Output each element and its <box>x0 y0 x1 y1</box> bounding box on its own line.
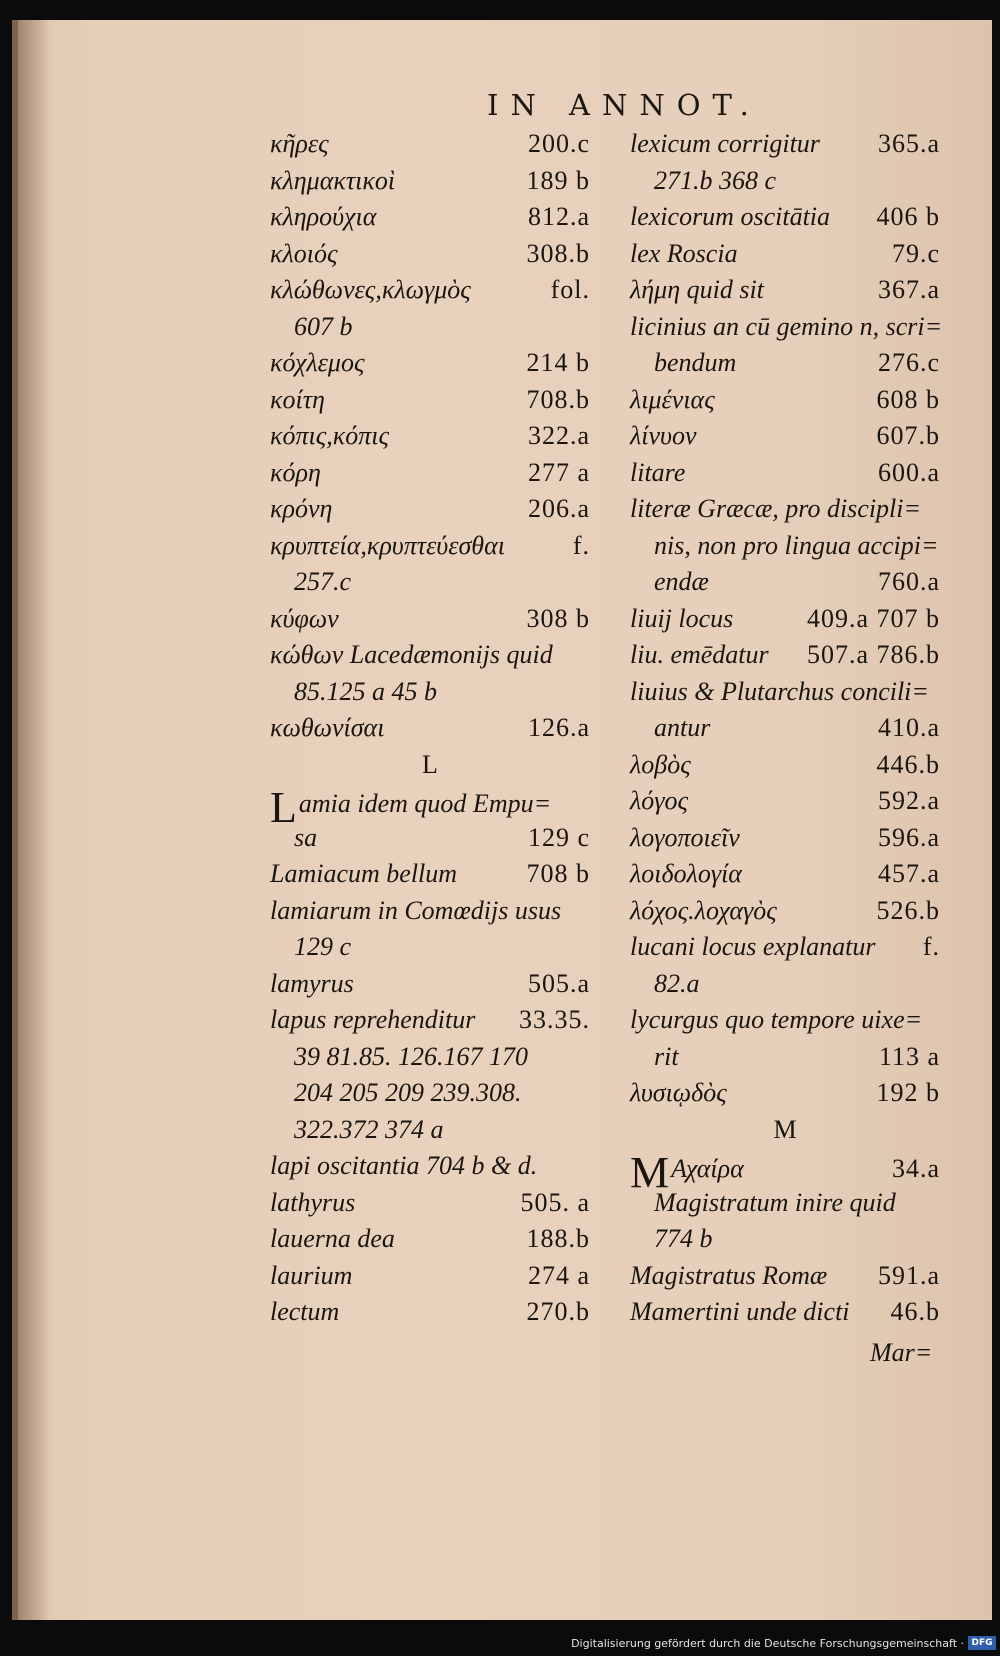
index-entry <box>630 1221 940 1258</box>
entry-with-initial <box>630 1148 744 1197</box>
index-entry <box>270 966 590 1003</box>
entry-term: lapi oscitantia 704 b & d. <box>270 1151 538 1180</box>
entry-reference: 308.b <box>526 238 590 268</box>
index-column-left <box>270 126 590 1331</box>
index-entry <box>270 236 590 273</box>
entry-reference: 708.b <box>526 384 590 414</box>
running-head: IN ANNOT. <box>487 88 761 122</box>
index-entry <box>270 1294 590 1331</box>
entry-term: λίνυον <box>630 421 697 450</box>
entry-term: lamyrus <box>270 968 354 998</box>
entry-term: κόχλεμος <box>270 348 365 377</box>
section-letter <box>270 747 590 784</box>
index-entry <box>630 1148 940 1197</box>
entry-term: 607 b <box>294 311 353 341</box>
entry-term: liuius & Plutarchus concili= <box>630 676 929 706</box>
entry-reference: 608 b <box>876 384 940 414</box>
entry-reference: 410.a <box>877 713 940 742</box>
entry-term: rit <box>654 1041 679 1071</box>
entry-reference: 409.a 707 b <box>806 603 940 633</box>
entry-term: lexicorum oscitātia <box>630 202 831 231</box>
entry-term: 82.a <box>654 968 700 998</box>
entry-reference: 505.a <box>527 968 590 998</box>
entry-term: Αχαίρα <box>671 1154 744 1183</box>
index-entry <box>630 1258 940 1295</box>
entry-term: nis, non pro lingua accipi= <box>654 530 939 560</box>
entry-reference: 46.b <box>890 1297 940 1326</box>
entry-reference: 406 b <box>876 202 940 231</box>
entry-with-initial <box>270 783 552 832</box>
entry-term: λοιδολογία <box>630 859 742 888</box>
index-entry <box>630 1002 940 1039</box>
index-entry <box>270 126 590 163</box>
index-entry <box>630 199 940 236</box>
entry-reference: f. <box>572 530 590 560</box>
entry-reference: 214 b <box>526 348 590 377</box>
index-entry <box>630 564 940 601</box>
index-entry <box>270 820 590 857</box>
index-entry <box>270 1112 590 1149</box>
index-entry <box>630 966 940 1003</box>
index-entry <box>630 528 940 565</box>
entry-term: 322.372 374 a <box>294 1114 444 1144</box>
entry-reference: 607.b <box>876 421 940 450</box>
index-entry <box>630 1039 940 1076</box>
index-entry <box>630 1075 940 1112</box>
entry-reference: 507.a 786.b <box>806 640 940 669</box>
entry-term: Magistratus Romæ <box>630 1260 828 1290</box>
entry-reference: 277 a <box>527 457 590 487</box>
entry-term: 271.b 368 c <box>654 165 777 195</box>
entry-reference: 457.a <box>877 859 940 888</box>
gutter-shadow <box>18 20 48 1620</box>
index-entry <box>630 418 940 455</box>
entry-reference: 276.c <box>877 348 940 377</box>
index-entry <box>630 893 940 930</box>
section-letter <box>630 1112 940 1149</box>
entry-term: 39 81.85. 126.167 170 <box>294 1041 528 1071</box>
index-entry <box>630 747 940 784</box>
index-entry <box>630 1185 940 1222</box>
index-entry <box>270 893 590 930</box>
entry-reference: f. <box>922 932 940 961</box>
index-entry <box>630 272 940 309</box>
index-entry <box>270 163 590 200</box>
index-entry <box>270 783 590 832</box>
entry-reference: 79.c <box>891 238 940 268</box>
entry-reference: 592.a <box>877 786 940 815</box>
index-entry <box>270 674 590 711</box>
entry-term: Magistratum inire quid <box>654 1187 896 1217</box>
entry-term: 85.125 a 45 b <box>294 676 437 706</box>
entry-term: λιμένιας <box>630 384 715 414</box>
entry-term: 204 205 209 239.308. <box>294 1078 522 1107</box>
index-entry <box>630 820 940 857</box>
entry-reference: 189 b <box>526 165 590 195</box>
entry-term: Lamiacum bellum <box>270 859 458 888</box>
entry-reference: 446.b <box>876 749 940 779</box>
entry-term: literæ Græcæ, pro discipli= <box>630 494 922 523</box>
index-entry <box>630 674 940 711</box>
index-entry <box>630 601 940 638</box>
entry-reference: 591.a <box>877 1260 940 1290</box>
entry-term: λόχος.λοχαγὸς <box>630 895 777 925</box>
entry-term: lycurgus quo tempore uixe= <box>630 1005 923 1034</box>
index-entry <box>630 710 940 747</box>
entry-reference: 129 c <box>527 822 590 852</box>
entry-term: Mamertini unde dicti <box>630 1297 850 1326</box>
index-entry <box>630 1294 940 1331</box>
entry-term: laurium <box>270 1260 353 1290</box>
entry-term: 774 b <box>654 1224 713 1253</box>
entry-term: κληρούχια <box>270 202 377 231</box>
entry-term: κόρη <box>270 457 321 487</box>
index-entry <box>630 856 940 893</box>
entry-term: κρόνη <box>270 494 333 523</box>
index-column-right <box>630 126 943 1331</box>
entry-reference: 596.a <box>877 822 940 852</box>
entry-term: lathyrus <box>270 1187 356 1217</box>
entry-term: λόγος <box>630 786 689 815</box>
index-entry <box>270 272 590 309</box>
digitization-credit: Digitalisierung gefördert durch die Deutsche Forschungsgemeinschaft · <box>571 1637 964 1650</box>
entry-reference: 812.a <box>527 202 590 231</box>
entry-reference: 367.a <box>877 275 940 304</box>
index-entry <box>630 345 940 382</box>
entry-term: liu. emēdatur <box>630 640 769 669</box>
index-entry <box>270 1039 590 1076</box>
drop-initial: L <box>270 783 297 832</box>
index-entry <box>270 455 590 492</box>
entry-term: lectum <box>270 1297 340 1326</box>
entry-reference: 308 b <box>526 603 590 633</box>
entry-term: amia idem quod Empu= <box>298 789 552 818</box>
index-entry <box>270 1002 590 1039</box>
entry-term: lex Roscia <box>630 238 738 268</box>
entry-reference: 188.b <box>526 1224 590 1253</box>
entry-term: κύφων <box>270 603 339 633</box>
index-entry <box>630 382 940 419</box>
entry-term: lexicum corrigitur <box>630 129 820 158</box>
index-entry <box>270 929 590 966</box>
entry-reference: 34.a <box>891 1154 940 1183</box>
index-entry <box>270 637 590 674</box>
entry-reference: 526.b <box>876 895 940 925</box>
entry-reference: 505. a <box>520 1187 590 1217</box>
entry-term: endæ <box>654 567 709 596</box>
entry-term: κωθωνίσαι <box>270 713 385 742</box>
index-entry <box>630 236 940 273</box>
drop-initial: M <box>630 1148 670 1197</box>
entry-reference: fol. <box>550 275 590 304</box>
index-entry <box>270 382 590 419</box>
entry-reference: 760.a <box>877 567 940 596</box>
entry-reference: 200.c <box>527 129 590 158</box>
entry-term: κῆρες <box>270 129 329 158</box>
entry-reference: 274 a <box>527 1260 590 1290</box>
index-entry <box>270 1258 590 1295</box>
entry-term: κλοιός <box>270 238 338 268</box>
catchword: Mar= <box>870 1338 933 1367</box>
index-entry <box>270 491 590 528</box>
entry-reference: 708 b <box>526 859 590 888</box>
entry-term: sa <box>294 822 318 852</box>
entry-reference: 192 b <box>876 1078 940 1107</box>
index-entry <box>270 345 590 382</box>
section-letter-text: M <box>773 1114 797 1144</box>
index-entry <box>270 418 590 455</box>
index-entry <box>270 1185 590 1222</box>
entry-reference: 33.35. <box>519 1005 590 1034</box>
index-entry <box>270 601 590 638</box>
entry-term: κόπις,κόπις <box>270 421 390 450</box>
index-entry <box>270 710 590 747</box>
index-entry <box>270 528 590 565</box>
entry-reference: 126.a <box>527 713 590 742</box>
index-entry <box>630 455 940 492</box>
entry-term: κλώθωνες,κλωγμὸς <box>270 275 471 304</box>
section-letter-text: L <box>422 749 438 779</box>
entry-term: bendum <box>654 348 737 377</box>
index-entry <box>630 163 940 200</box>
index-entry <box>270 309 590 346</box>
entry-term: κλημακτικοὶ <box>270 165 396 195</box>
index-entry <box>270 199 590 236</box>
entry-term: λογοποιεῖν <box>630 822 740 852</box>
entry-term: κοίτη <box>270 384 325 414</box>
index-entry <box>630 126 940 163</box>
entry-term: λυσιῳδὸς <box>630 1078 727 1107</box>
entry-term: lauerna dea <box>270 1224 395 1253</box>
index-entry <box>270 564 590 601</box>
entry-term: licinius an cū gemino n, scri= <box>630 311 943 341</box>
index-entry <box>270 856 590 893</box>
index-entry <box>630 309 943 346</box>
dfg-logo: DFG <box>968 1636 996 1650</box>
entry-term: lamiarum in Comœdijs usus <box>270 895 562 925</box>
entry-term: λήμη quid sit <box>630 275 764 304</box>
entry-term: 129 c <box>294 932 352 961</box>
entry-term: antur <box>654 713 711 742</box>
entry-reference: 365.a <box>877 129 940 158</box>
entry-reference: 270.b <box>526 1297 590 1326</box>
entry-term: κώθων Lacedæmonijs quid <box>270 640 553 669</box>
entry-reference: 206.a <box>527 494 590 523</box>
entry-term: litare <box>630 457 686 487</box>
entry-term: λοβὸς <box>630 749 691 779</box>
index-entry <box>630 783 940 820</box>
entry-term: lapus reprehenditur <box>270 1005 476 1034</box>
entry-term: 257.c <box>294 567 352 596</box>
entry-term: κρυπτεία,κρυπτεύεσθαι <box>270 530 505 560</box>
index-entry <box>270 1075 590 1112</box>
index-entry <box>270 1221 590 1258</box>
index-entry <box>270 1148 590 1185</box>
entry-reference: 113 a <box>878 1041 940 1071</box>
index-entry <box>630 491 940 528</box>
entry-reference: 600.a <box>877 457 940 487</box>
entry-reference: 322.a <box>527 421 590 450</box>
index-entry <box>630 929 940 966</box>
entry-term: lucani locus explanatur <box>630 932 876 961</box>
index-entry <box>630 637 940 674</box>
entry-term: liuij locus <box>630 603 734 633</box>
